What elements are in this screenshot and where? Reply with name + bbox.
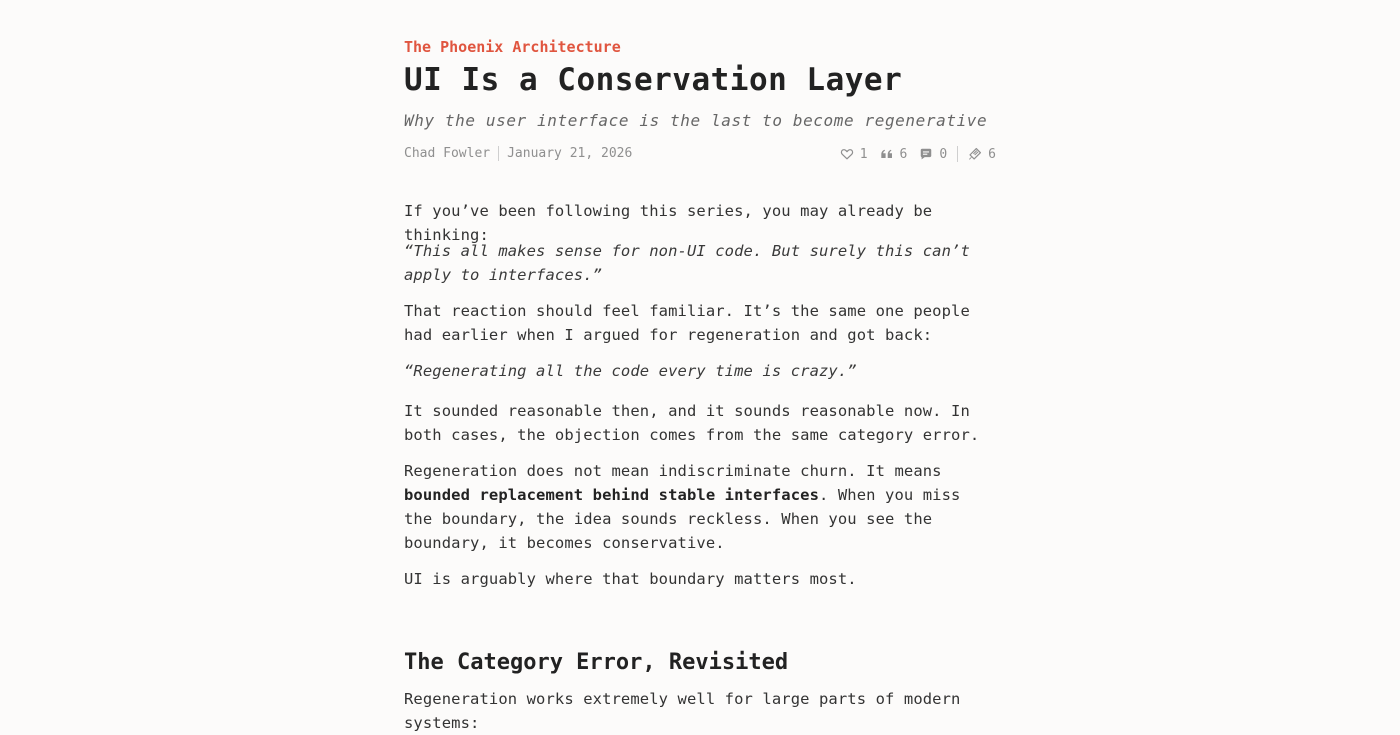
paragraph-boundary: UI is arguably where that boundary matters most. xyxy=(404,570,857,588)
page-title: UI Is a Conservation Layer xyxy=(404,62,903,98)
like-button[interactable] xyxy=(840,147,868,162)
series-link[interactable]: The Phoenix Architecture xyxy=(404,38,621,56)
pull-quote: “This all makes sense for non-UI code. But surely this can’t apply to interfaces.” xyxy=(404,242,970,284)
highlighter-icon xyxy=(968,147,982,161)
paragraph-intro: If you’ve been following this series, you may already be thinking: xyxy=(404,202,933,244)
paragraph-section: Regeneration works extremely well for large parts of modern systems: xyxy=(404,690,961,732)
paragraph-regeneration xyxy=(404,459,996,555)
bold-emphasis: bounded replacement behind stable interfaces xyxy=(404,486,819,504)
post-date: January 21, 2026 xyxy=(507,146,633,161)
stats-divider xyxy=(957,146,958,162)
pull-quote: “Regenerating all the code every time is crazy.” xyxy=(404,362,857,380)
heart-icon xyxy=(840,147,854,161)
meta-divider xyxy=(498,146,499,161)
post-stats xyxy=(840,146,996,162)
post-meta xyxy=(404,146,996,166)
paragraph-reaction: That reaction should feel familiar. It’s the same one people had earlier when I argued for regeneration and got back: xyxy=(404,302,970,344)
comment-icon xyxy=(919,147,933,161)
section-heading: The Category Error, Revisited xyxy=(404,650,789,675)
highlight-count: 6 xyxy=(988,146,996,162)
regeneration-text-end: . When you miss the boundary, the idea sounds reckless. When you see the boundary, it becomes conservative. xyxy=(404,486,961,552)
comment-button[interactable] xyxy=(919,147,947,162)
paragraph-objection: It sounded reasonable then, and it sounds reasonable now. In both cases, the objection comes from the same category error. xyxy=(404,402,980,444)
quote-icon xyxy=(880,147,894,161)
byline xyxy=(404,146,632,161)
regeneration-text-start: Regeneration does not mean indiscriminate churn. It means xyxy=(404,462,942,480)
comment-count: 0 xyxy=(939,146,948,162)
like-count: 1 xyxy=(859,146,868,162)
author-link[interactable]: Chad Fowler xyxy=(404,146,491,161)
quote-button[interactable] xyxy=(880,147,908,162)
highlight-button[interactable] xyxy=(968,147,996,162)
page-subtitle: Why the user interface is the last to become regenerative xyxy=(404,111,988,130)
quote-count: 6 xyxy=(899,146,908,162)
